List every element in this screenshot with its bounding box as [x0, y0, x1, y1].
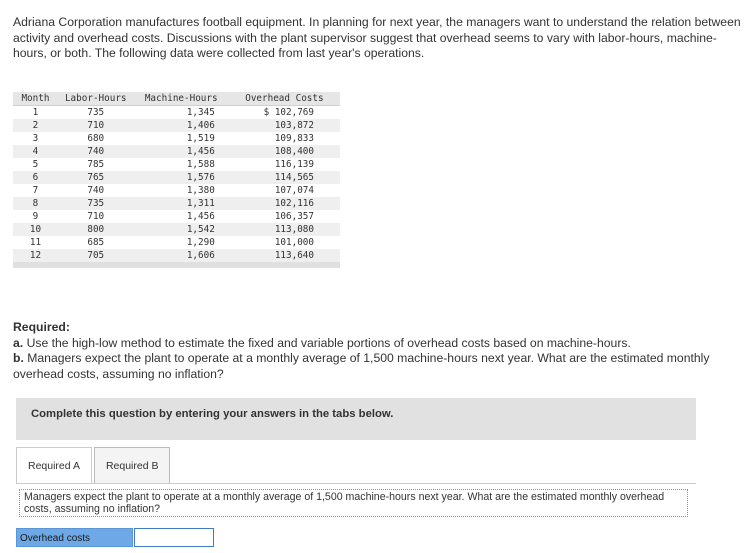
cell-machine-hours: 1,380 — [134, 184, 229, 197]
cell-month: 12 — [13, 249, 58, 265]
table-row — [13, 184, 340, 197]
cell-labor-hours: 735 — [58, 106, 134, 120]
header-month: Month — [13, 92, 58, 106]
cell-month: 1 — [13, 106, 58, 120]
cell-labor-hours: 685 — [58, 236, 134, 249]
cell-labor-hours: 710 — [58, 210, 134, 223]
cell-month: 11 — [13, 236, 58, 249]
required-section — [13, 320, 741, 382]
cell-overhead-costs: 102,116 — [229, 197, 340, 210]
cell-month: 4 — [13, 145, 58, 158]
required-b — [13, 351, 741, 382]
cell-machine-hours: 1,456 — [134, 210, 229, 223]
activity-overhead-table — [13, 92, 340, 268]
overhead-costs-label: Overhead costs — [16, 528, 133, 547]
table-row — [13, 249, 340, 265]
cell-machine-hours: 1,345 — [134, 106, 229, 120]
cell-machine-hours: 1,576 — [134, 171, 229, 184]
instructions-banner: Complete this question by entering your answers in the tabs below. — [16, 398, 696, 440]
cell-overhead-costs: 106,357 — [229, 210, 340, 223]
required-heading: Required: — [13, 320, 70, 334]
table-row — [13, 197, 340, 210]
cell-machine-hours: 1,588 — [134, 158, 229, 171]
required-b-text: Managers expect the plant to operate at a monthly average of 1,500 machine-hours next year. What are the estimated monthly overhead costs, assuming no inflation? — [13, 351, 710, 381]
cell-overhead-costs: $ 102,769 — [229, 106, 340, 120]
overhead-costs-input[interactable] — [134, 528, 214, 547]
answer-row — [16, 528, 214, 547]
table-row — [13, 132, 340, 145]
cell-month: 9 — [13, 210, 58, 223]
required-a-label: a. — [13, 335, 24, 350]
header-labor-hours: Labor-Hours — [58, 92, 134, 106]
problem-intro: Adriana Corporation manufactures football equipment. In planning for next year, the managers want to understand the relation between activity and overhead costs. Discussions with the plant supervisor suggest that overhead seems to vary with labor-hours, machine-hours, or both. The following data were collected from last year's operations. — [13, 15, 741, 60]
cell-machine-hours: 1,542 — [134, 223, 229, 236]
cell-machine-hours: 1,606 — [134, 249, 229, 265]
header-machine-hours: Machine-Hours — [134, 92, 229, 106]
table-row — [13, 158, 340, 171]
data-table-container — [13, 92, 340, 268]
tab-required-b[interactable]: Required B — [94, 447, 171, 484]
cell-overhead-costs: 107,074 — [229, 184, 340, 197]
cell-labor-hours: 800 — [58, 223, 134, 236]
cell-overhead-costs: 113,640 — [229, 249, 340, 265]
cell-labor-hours: 740 — [58, 184, 134, 197]
cell-machine-hours: 1,290 — [134, 236, 229, 249]
required-b-label: b. — [13, 351, 24, 365]
cell-month: 10 — [13, 223, 58, 236]
cell-machine-hours: 1,456 — [134, 145, 229, 158]
cell-overhead-costs: 101,000 — [229, 236, 340, 249]
cell-overhead-costs: 103,872 — [229, 119, 340, 132]
cell-month: 2 — [13, 119, 58, 132]
answer-tabs — [16, 447, 172, 483]
header-overhead-costs: Overhead Costs — [229, 92, 340, 106]
cell-machine-hours: 1,519 — [134, 132, 229, 145]
cell-overhead-costs: 109,833 — [229, 132, 340, 145]
cell-labor-hours: 765 — [58, 171, 134, 184]
table-row — [13, 171, 340, 184]
table-body — [13, 106, 340, 266]
cell-month: 5 — [13, 158, 58, 171]
cell-labor-hours: 735 — [58, 197, 134, 210]
table-row — [13, 106, 340, 120]
table-row — [13, 236, 340, 249]
cell-month: 7 — [13, 184, 58, 197]
cell-month: 8 — [13, 197, 58, 210]
table-row — [13, 119, 340, 132]
table-row — [13, 210, 340, 223]
cell-overhead-costs: 113,080 — [229, 223, 340, 236]
table-row — [13, 223, 340, 236]
cell-labor-hours: 740 — [58, 145, 134, 158]
tab-divider — [16, 483, 696, 484]
table-row — [13, 145, 340, 158]
cell-month: 3 — [13, 132, 58, 145]
tab-required-a[interactable]: Required A — [16, 447, 92, 484]
cell-labor-hours: 705 — [58, 249, 134, 265]
cell-machine-hours: 1,311 — [134, 197, 229, 210]
required-a-text: Use the high-low method to estimate the fixed and variable portions of overhead costs based on machine-hours. — [26, 335, 631, 350]
required-a — [13, 336, 741, 352]
cell-overhead-costs: 116,139 — [229, 158, 340, 171]
cell-labor-hours: 785 — [58, 158, 134, 171]
cell-overhead-costs: 108,400 — [229, 145, 340, 158]
question-prompt: Managers expect the plant to operate at a monthly average of 1,500 machine-hours next year. What are the estimated monthly overhead costs, assuming no inflation? — [19, 489, 688, 517]
cell-labor-hours: 680 — [58, 132, 134, 145]
cell-month: 6 — [13, 171, 58, 184]
cell-machine-hours: 1,406 — [134, 119, 229, 132]
table-header-row — [13, 92, 340, 106]
cell-labor-hours: 710 — [58, 119, 134, 132]
cell-overhead-costs: 114,565 — [229, 171, 340, 184]
